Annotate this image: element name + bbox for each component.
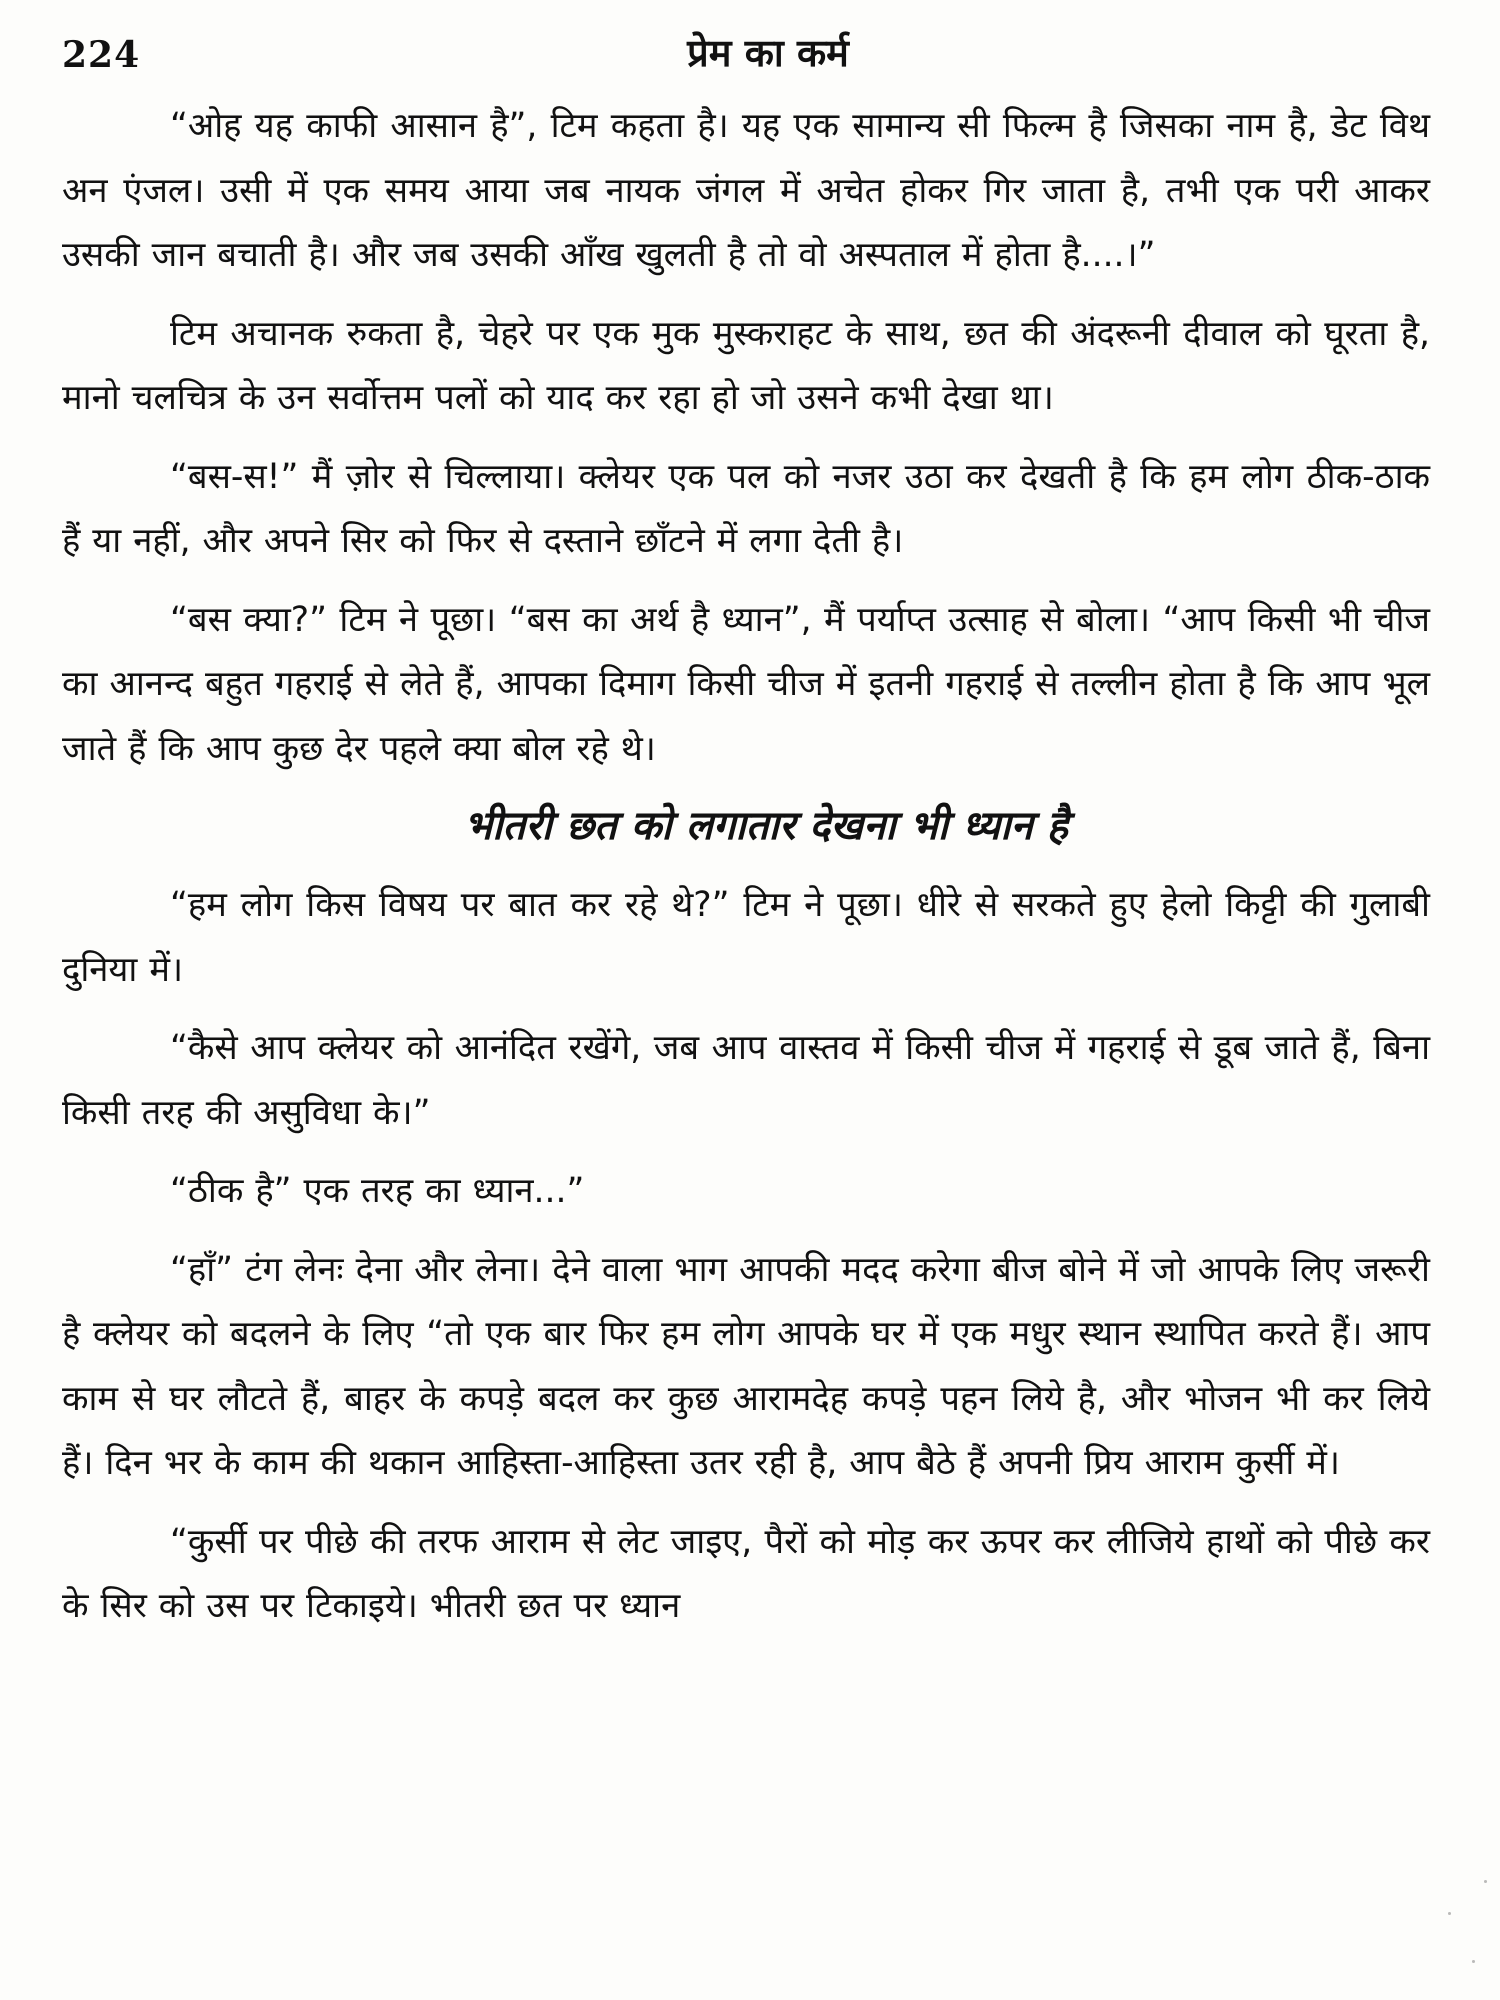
paragraph: “कैसे आप क्लेयर को आनंदित रखेंगे, जब आप वास्तव में किसी चीज में गहराई से डूब जाते हैं, बिना किसी तरह की असुविधा के।”: [62, 1028, 1430, 1133]
paragraph: टिम अचानक रुकता है, चेहरे पर एक मुक मुस्कराहट के साथ, छत की अंदरूनी दीवाल को घूरता है, मानो चलचित्र के उन सर्वोत्तम पलों को याद कर रहा हो जो उसने कभी देखा था।: [62, 313, 1430, 418]
scan-speck: [1472, 1960, 1475, 1963]
paragraph: “बस-स!” मैं ज़ोर से चिल्लाया। क्लेयर एक पल को नजर उठा कर देखती है कि हम लोग ठीक-ठाक हैं या नहीं, और अपने सिर को फिर से दस्ताने छाँटने में लगा देती है।: [62, 456, 1430, 561]
paragraph: “हाँ” टंग लेनः देना और लेना। देने वाला भाग आपकी मदद करेगा बीज बोने में जो आपके लिए जरूरी है क्लेयर को बदलने के लिए “तो एक बार फिर हम लोग आपके घर में एक मधुर स्थान स्थापित करते हैं। आप काम से घर लौटते हैं, बाहर के कपड़े बदल कर कुछ आरामदेह कपड़े पहन लिये है, और भोजन भी कर लिये हैं। दिन भर के काम की थकान आहिस्ता-आहिस्ता उतर रही है, आप बैठे हैं अपनी प्रिय आराम कुर्सी में।: [62, 1249, 1430, 1483]
paragraph: “कुर्सी पर पीछे की तरफ आराम से लेट जाइए, पैरों को मोड़ कर ऊपर कर लीजिये हाथों को पीछे कर के सिर को उस पर टिकाइये। भीतरी छत पर ध्यान: [62, 1521, 1430, 1626]
running-title: प्रेम का कर्म: [687, 31, 849, 75]
paragraph: “ओह यह काफी आसान है”, टिम कहता है। यह एक सामान्य सी फिल्म है जिसका नाम है, डेट विथ अन एंजल। उसी में एक समय आया जब नायक जंगल में अचेत होकर गिर जाता है, तभी एक परी आकर उसकी जान बचाती है। और जब उसकी आँख खुलती है तो वो अस्पताल में होता है....।”: [62, 106, 1430, 275]
paragraph: “ठीक है” एक तरह का ध्यान...”: [170, 1171, 585, 1211]
page-number: 224: [62, 34, 141, 76]
scan-speck: [1484, 1880, 1487, 1883]
paragraph: “बस क्या?” टिम ने पूछा। “बस का अर्थ है ध्यान”, मैं पर्याप्त उत्साह से बोला। “आप किसी भी चीज का आनन्द बहुत गहराई से लेते हैं, आपका दिमाग किसी चीज में इतनी गहराई से तल्लीन होता है कि आप भूल जाते हैं कि आप कुछ देर पहले क्या बोल रहे थे।: [62, 599, 1430, 769]
section-heading: भीतरी छत को लगातार देखना भी ध्यान है: [464, 803, 1068, 849]
scan-speck: [1448, 1912, 1451, 1915]
page-body: [62, 94, 1430, 1639]
paragraph: “हम लोग किस विषय पर बात कर रहे थे?” टिम ने पूछा। धीरे से सरकते हुए हेलो किट्टी की गुलाबी दुनिया में।: [62, 885, 1430, 990]
page-header: [62, 26, 1430, 86]
